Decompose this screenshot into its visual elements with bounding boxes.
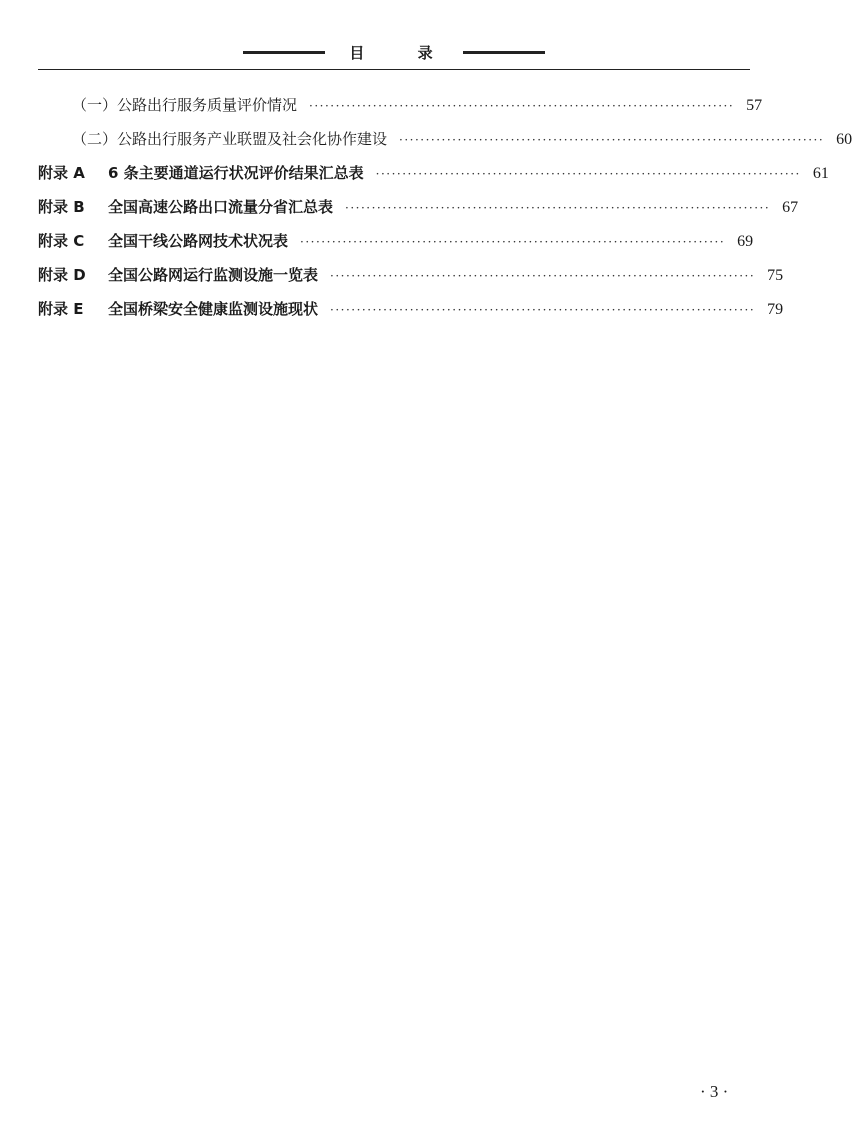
page-header [38,38,750,72]
title-right-rule [463,51,545,54]
appendix-prefix: 附录 C [38,232,85,250]
leader-dots: ················································································ [309,99,735,113]
toc-entry-page: 69 [737,233,754,250]
appendix-title: 全国高速公路出口流量分省汇总表 [108,198,334,216]
leader-dots: ················································································ [300,235,726,249]
toc-appendix-label [38,262,318,288]
toc-entry-page: 61 [812,165,829,182]
title-left-rule [243,51,325,54]
toc-appendix-entry[interactable] [38,296,784,330]
appendix-prefix: 附录 E [38,300,84,318]
leader-dots: ················································································ [399,133,825,147]
page-number: · 3 · [700,1082,729,1101]
toc-entry-title: （一）公路出行服务质量评价情况 [72,96,298,114]
appendix-title: 6 条主要通道运行状况评价结果汇总表 [108,164,364,182]
toc-appendix-label [38,296,318,322]
toc-appendix-entry[interactable] [38,160,829,194]
leader-dots: ················································································ [330,303,756,317]
toc-entry-page: 57 [746,97,763,114]
leader-dots: ················································································ [375,167,801,181]
appendix-title: 全国干线公路网技术状况表 [108,232,289,250]
toc-entry-page: 60 [836,131,852,148]
appendix-prefix: 附录 A [38,164,85,182]
toc-appendix-entry[interactable] [38,262,784,296]
appendix-title: 全国公路网运行监测设施一览表 [108,266,319,284]
toc-entry[interactable] [38,92,763,126]
toc-appendix-label [38,194,333,220]
appendix-title: 全国桥梁安全健康监测设施现状 [108,300,319,318]
leader-dots: ················································································ [345,201,771,215]
header-divider [38,69,750,70]
page-title: 目 录 [349,43,457,62]
toc-entry-page: 67 [782,199,799,216]
appendix-prefix: 附录 B [38,198,85,216]
toc-appendix-entry[interactable] [38,194,799,228]
toc-entry[interactable] [38,126,852,160]
toc-entry-page: 75 [767,267,784,284]
toc-appendix-label [38,160,364,186]
leader-dots: ················································································ [330,269,756,283]
toc-appendix-label [38,228,288,254]
table-of-contents [38,92,852,330]
toc-entry-title: （二）公路出行服务产业联盟及社会化协作建设 [72,130,388,148]
header-title-group [38,38,750,66]
toc-appendix-entry[interactable] [38,228,752,262]
appendix-prefix: 附录 D [38,266,86,284]
toc-entry-page: 79 [767,301,784,318]
